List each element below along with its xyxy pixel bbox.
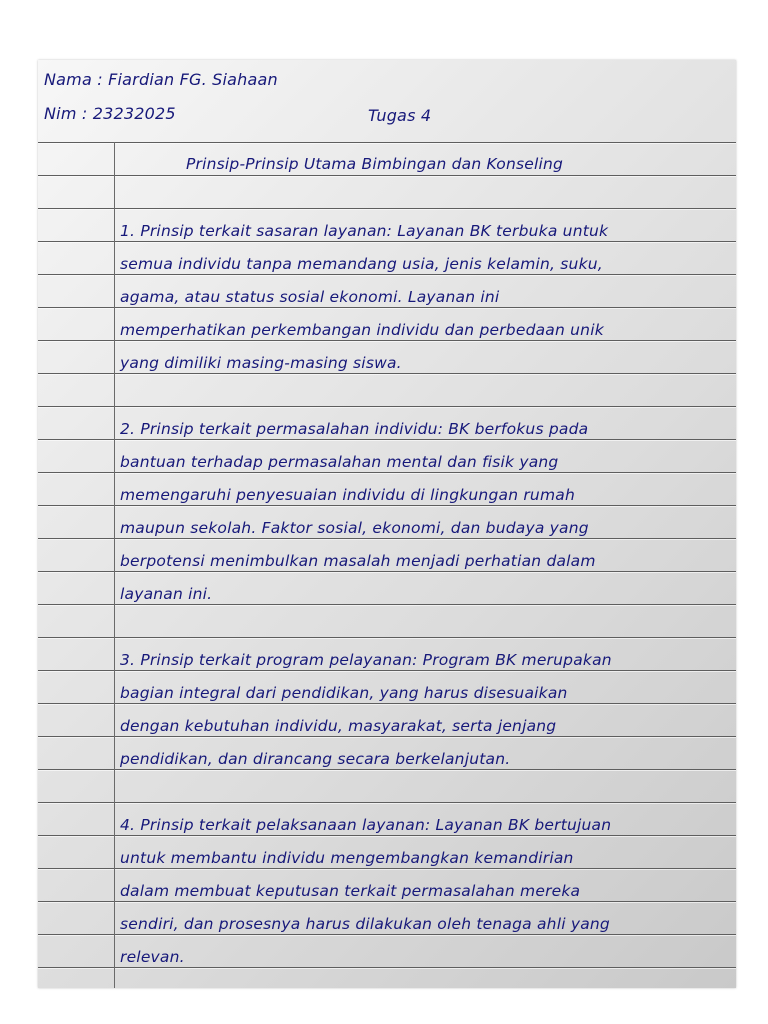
text-line: bagian integral dari pendidikan, yang harus disesuaikan	[120, 684, 568, 702]
text-line: semua individu tanpa memandang usia, jenis kelamin, suku,	[120, 255, 603, 273]
ruled-line	[38, 208, 736, 209]
text-line: layanan ini.	[120, 585, 213, 603]
ruled-line	[38, 373, 736, 374]
ruled-line	[38, 241, 736, 242]
text-line: maupun sekolah. Faktor sosial, ekonomi, dan budaya yang	[120, 519, 589, 537]
margin-line	[114, 142, 115, 988]
ruled-line	[38, 934, 736, 935]
ruled-line	[38, 571, 736, 572]
ruled-line	[38, 769, 736, 770]
text-line: 1. Prinsip terkait sasaran layanan: Layanan BK terbuka untuk	[120, 222, 609, 240]
text-line: pendidikan, dan dirancang secara berkelanjutan.	[120, 750, 511, 768]
text-line: yang dimiliki masing-masing siswa.	[120, 354, 402, 372]
ruled-line	[38, 142, 736, 143]
assignment-label: Tugas 4	[368, 106, 432, 125]
text-line: berpotensi menimbulkan masalah menjadi perhatian dalam	[120, 552, 596, 570]
text-line: dengan kebutuhan individu, masyarakat, serta jenjang	[120, 717, 557, 735]
ruled-line	[38, 505, 736, 506]
text-line: relevan.	[120, 948, 185, 966]
text-line: dalam membuat keputusan terkait permasalahan mereka	[120, 882, 581, 900]
ruled-line	[38, 538, 736, 539]
ruled-line	[38, 901, 736, 902]
ruled-line	[38, 868, 736, 869]
student-nim: Nim : 23232025	[44, 104, 176, 123]
text-line: untuk membantu individu mengembangkan kemandirian	[120, 849, 574, 867]
student-name: Nama : Fiardian FG. Siahaan	[44, 70, 278, 89]
text-line: memperhatikan perkembangan individu dan perbedaan unik	[120, 321, 604, 339]
ruled-line	[38, 472, 736, 473]
text-line: sendiri, dan prosesnya harus dilakukan oleh tenaga ahli yang	[120, 915, 610, 933]
text-line: 4. Prinsip terkait pelaksanaan layanan: Layanan BK bertujuan	[120, 816, 612, 834]
ruled-line	[38, 802, 736, 803]
text-line: agama, atau status sosial ekonomi. Layanan ini	[120, 288, 500, 306]
ruled-line	[38, 637, 736, 638]
text-line: memengaruhi penyesuaian individu di lingkungan rumah	[120, 486, 575, 504]
ruled-line	[38, 274, 736, 275]
ruled-line	[38, 604, 736, 605]
ruled-line	[38, 736, 736, 737]
ruled-line	[38, 703, 736, 704]
text-line: 2. Prinsip terkait permasalahan individu: BK berfokus pada	[120, 420, 589, 438]
ruled-line	[38, 967, 736, 968]
ruled-line	[38, 835, 736, 836]
ruled-line	[38, 439, 736, 440]
ruled-line	[38, 307, 736, 308]
ruled-line	[38, 175, 736, 176]
ruled-line	[38, 340, 736, 341]
page-title: Prinsip-Prinsip Utama Bimbingan dan Konseling	[186, 155, 564, 173]
ruled-line	[38, 670, 736, 671]
text-line: 3. Prinsip terkait program pelayanan: Program BK merupakan	[120, 651, 612, 669]
text-line: bantuan terhadap permasalahan mental dan fisik yang	[120, 453, 559, 471]
ruled-line	[38, 406, 736, 407]
notebook-page	[38, 60, 736, 988]
